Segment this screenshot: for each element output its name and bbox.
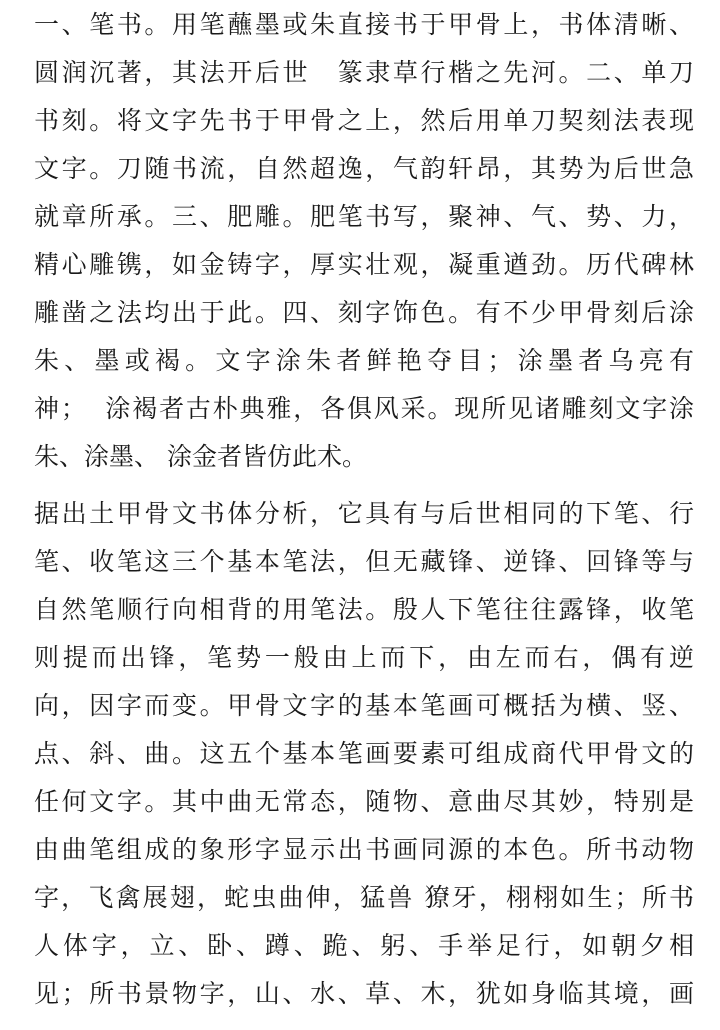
paragraph-1-line-1: 一、笔书。用笔蘸墨或朱直接书于甲骨上，书体清晰、 bbox=[34, 10, 694, 39]
paragraph-1-line-6: 精心雕镌，如金铸字，厚实壮观，凝重遒劲。历代碑林 bbox=[34, 250, 694, 279]
paragraph-2-line-4: 则提而出锋，笔势一般由上而下，由左而右，偶有逆 bbox=[34, 643, 694, 672]
paragraph-2-line-1: 据出土甲骨文书体分析，它具有与后世相同的下笔、行 bbox=[34, 499, 694, 528]
paragraph-2-line-8: 由曲笔组成的象形字显示出书画同源的本色。所书动物 bbox=[34, 835, 694, 864]
paragraph-2-line-2: 笔、收笔这三个基本笔法，但无藏锋、逆锋、回锋等与 bbox=[34, 547, 694, 576]
paragraph-2-line-6: 点、斜、曲。这五个基本笔画要素可组成商代甲骨文的 bbox=[34, 739, 694, 768]
paragraph-2-line-10: 人体字，立、卧、蹲、跪、躬、手举足行，如朝夕相 bbox=[34, 931, 694, 960]
paragraph-2-line-5: 向，因字而变。甲骨文字的基本笔画可概括为横、竖、 bbox=[34, 691, 694, 720]
paragraph-1-line-2: 圆润沉著，其法开后世 篆隶草行楷之先河。二、单刀 bbox=[34, 58, 694, 87]
paragraph-1-line-4: 文字。刀随书流，自然超逸，气韵轩昂，其势为后世急 bbox=[34, 154, 694, 183]
paragraph-2-line-11: 见；所书景物字，山、水、草、木，犹如身临其境，画 bbox=[34, 979, 694, 1008]
paragraph-1-line-10: 朱、涂墨、 涂金者皆仿此术。 bbox=[34, 442, 367, 471]
paragraph-1-line-5: 就章所承。三、肥雕。肥笔书写，聚神、气、势、力， bbox=[34, 202, 694, 231]
paragraph-1-line-9: 神； 涂褐者古朴典雅，各俱风采。现所见诸雕刻文字涂 bbox=[34, 394, 694, 423]
paragraph-2-line-3: 自然笔顺行向相背的用笔法。殷人下笔往往露锋，收笔 bbox=[34, 595, 694, 624]
paragraph-1-line-7: 雕凿之法均出于此。四、刻字饰色。有不少甲骨刻后涂 bbox=[34, 298, 694, 327]
paragraph-1-line-3: 书刻。将文字先书于甲骨之上，然后用单刀契刻法表现 bbox=[34, 106, 694, 135]
paragraph-2-line-9: 字，飞禽展翅，蛇虫曲伸，猛兽 獠牙，栩栩如生；所书 bbox=[34, 883, 694, 912]
paragraph-1-line-8: 朱、墨或褐。文字涂朱者鲜艳夺目；涂墨者乌亮有 bbox=[34, 346, 694, 375]
paragraph-2-line-7: 任何文字。其中曲无常态，随物、意曲尽其妙，特别是 bbox=[34, 787, 694, 816]
